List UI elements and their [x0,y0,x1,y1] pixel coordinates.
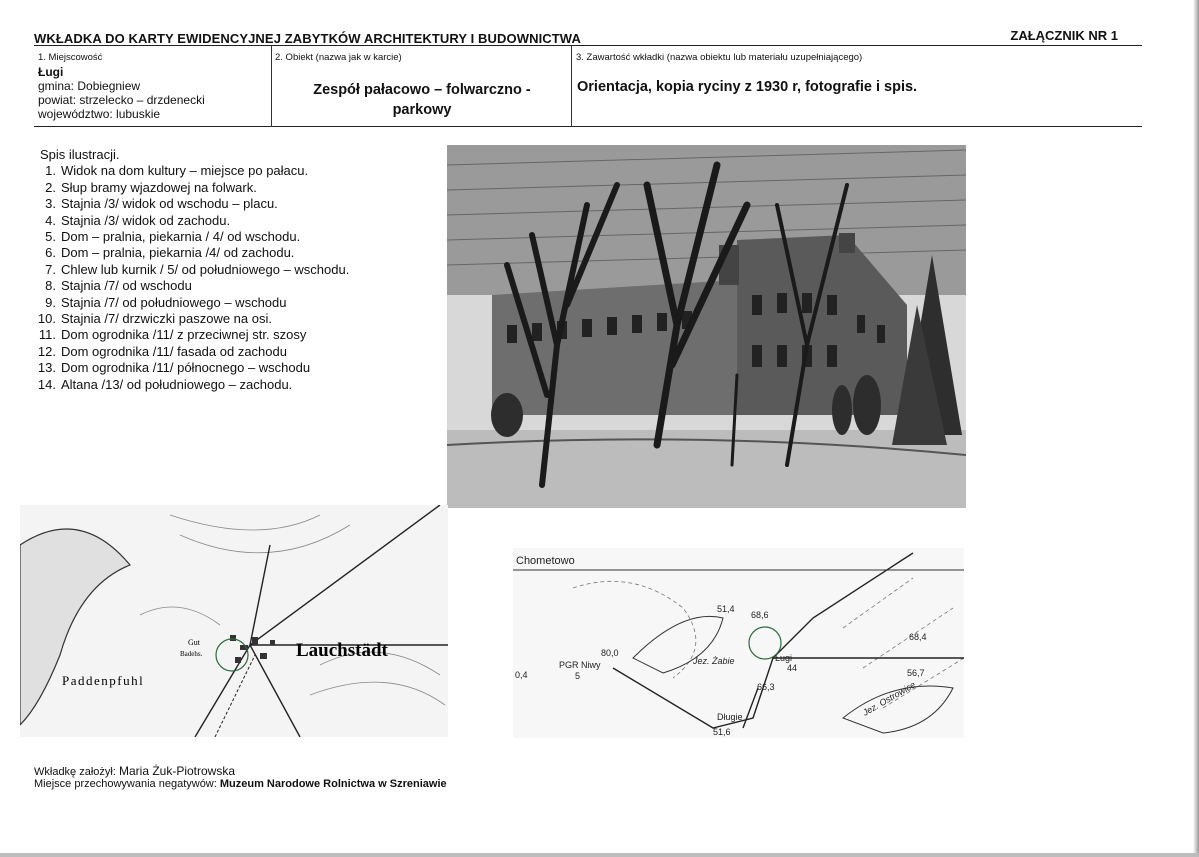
map2-height-9: 5 [575,671,581,681]
list-item [34,213,349,229]
list-item-number: 7. [45,261,56,277]
scan-edge [1193,0,1199,857]
historical-map [20,505,448,737]
list-item-text: Stajnia /3/ widok od wschodu – placu. [61,196,278,212]
list-item-text: Dom ogrodnika /11/ północnego – wschodu [61,360,311,376]
founder-name: Maria Żuk-Piotrowska [118,764,236,778]
list-item-number: 14. [37,376,56,392]
map2-height-8: 44 [787,663,798,673]
map-label-paddenpfuhl: Paddenpfuhl [62,673,145,688]
list-item-number: 10. [37,311,56,327]
scan-bottom-edge [0,853,1199,857]
list-item-text: Widok na dom kultury – miejsce po pałacu. [61,163,309,179]
storage-label: Miejsce przechowywania negatywów: [34,778,217,790]
attachment-number: ZAŁĄCZNIK NR 1 [1010,28,1118,43]
map2-label-dlugie: Długie [717,712,743,722]
list-item [34,311,349,327]
contents-value: Orientacja, kopia ryciny z 1930 r, fotografie i spis. [577,79,918,95]
list-item [34,229,349,245]
list-item [34,163,349,179]
map2-label-lugi: Ługi [775,653,793,663]
list-item-number: 13. [37,360,56,376]
list-heading: Spis ilustracji. [40,147,120,162]
map2-height-6: 56,7 [907,668,925,678]
list-item-text: Stajnia /7/ drzwiczki paszowe na osi. [61,311,272,327]
list-item-text: Dom ogrodnika /11/ z przeciwnej str. szosy [61,327,307,343]
list-item-text: Dom – pralnia, piekarnia / 4/ od wschodu. [61,229,301,245]
map2-label-jez-ostrowice: Jez. Ostrowice [861,679,918,718]
place-name: Ługi [38,65,64,79]
founder-label: Wkładkę założył: [34,766,116,778]
list-item [34,245,349,261]
map2-height-5: 66,3 [757,682,775,692]
map2-label-jez-zabie: Jez. Żabie [693,656,735,666]
list-item [34,377,349,393]
list-item-number: 6. [45,245,56,261]
list-item-number: 12. [37,343,56,359]
object-line-2: parkowy [392,102,452,118]
list-item-text: Stajnia /7/ od południowego – wschodu [61,294,287,310]
object-name [272,80,572,120]
location-values [38,65,205,121]
illustrations-list [34,147,349,393]
list-item-text: Dom – pralnia, piekarnia /4/ od zachodu. [61,245,295,261]
map-label-badehs: Badehs. [180,650,203,658]
map-label-gut: Gut [188,638,200,647]
list-item-text: Dom ogrodnika /11/ fasada od zachodu [61,343,287,359]
palace-engraving [447,145,966,508]
illustration-items [34,163,349,393]
map2-height-7: 51,6 [713,727,731,737]
map2-height-3: 68,4 [909,632,927,642]
map2-label-pgr: PGR Niwy [559,660,601,670]
map2-label-chometowo: Chometowo [516,555,575,567]
list-item-number: 11. [38,327,56,343]
modern-map [513,548,964,738]
list-item-text: Stajnia /7/ od wschodu [61,278,192,294]
founder-line [34,764,235,778]
list-item-number: 5. [45,229,56,245]
list-item-number: 3. [45,196,56,212]
list-item-number: 2. [45,179,56,195]
map2-height-10: 0,4 [515,670,528,680]
district: powiat: strzelecko – drzdenecki [38,93,205,107]
list-item [34,344,349,360]
list-item-text: Altana /13/ od południowego – zachodu. [61,376,293,392]
list-item-text: Chlew lub kurnik / 5/ od południowego – wschodu. [61,261,350,277]
map2-height-1: 51,4 [717,604,735,614]
list-item-number: 9. [45,294,56,310]
storage-line [34,778,447,790]
list-item [34,295,349,311]
list-item-number: 4. [45,212,56,228]
list-item [34,180,349,196]
commune: gmina: Dobiegniew [38,79,141,93]
storage-name: Muzeum Narodowe Rolnictwa w Szreniawie [219,778,447,790]
list-item-number: 8. [45,278,56,294]
list-item [34,278,349,294]
list-item-number: 1. [45,163,56,179]
list-item-text: Słup bramy wjazdowej na folwark. [61,179,257,195]
list-item [34,360,349,376]
form-title: WKŁADKA DO KARTY EWIDENCYJNEJ ZABYTKÓW ARCHITEKTURY I BUDOWNICTWA [34,31,581,46]
contents-caption: 3. Zawartość wkładki (nazwa obiektu lub materiału uzupełniającego) [576,52,863,63]
object-caption: 2. Obiekt (nazwa jak w karcie) [275,52,402,63]
map2-height-2: 68,6 [751,610,769,620]
object-line-1: Zespół pałacowo – folwarczno - [313,82,531,98]
voivodeship: województwo: lubuskie [38,107,161,121]
fields-bottom-rule [34,126,1142,127]
map2-height-4: 80,0 [601,648,619,658]
list-item [34,196,349,212]
list-item [34,262,349,278]
header-rule [34,45,1142,46]
location-caption: 1. Miejscowość [38,52,103,63]
list-item-text: Stajnia /3/ widok od zachodu. [61,212,231,228]
list-item [34,327,349,343]
map-label-lauchstadt: Lauchstädt [296,640,388,661]
